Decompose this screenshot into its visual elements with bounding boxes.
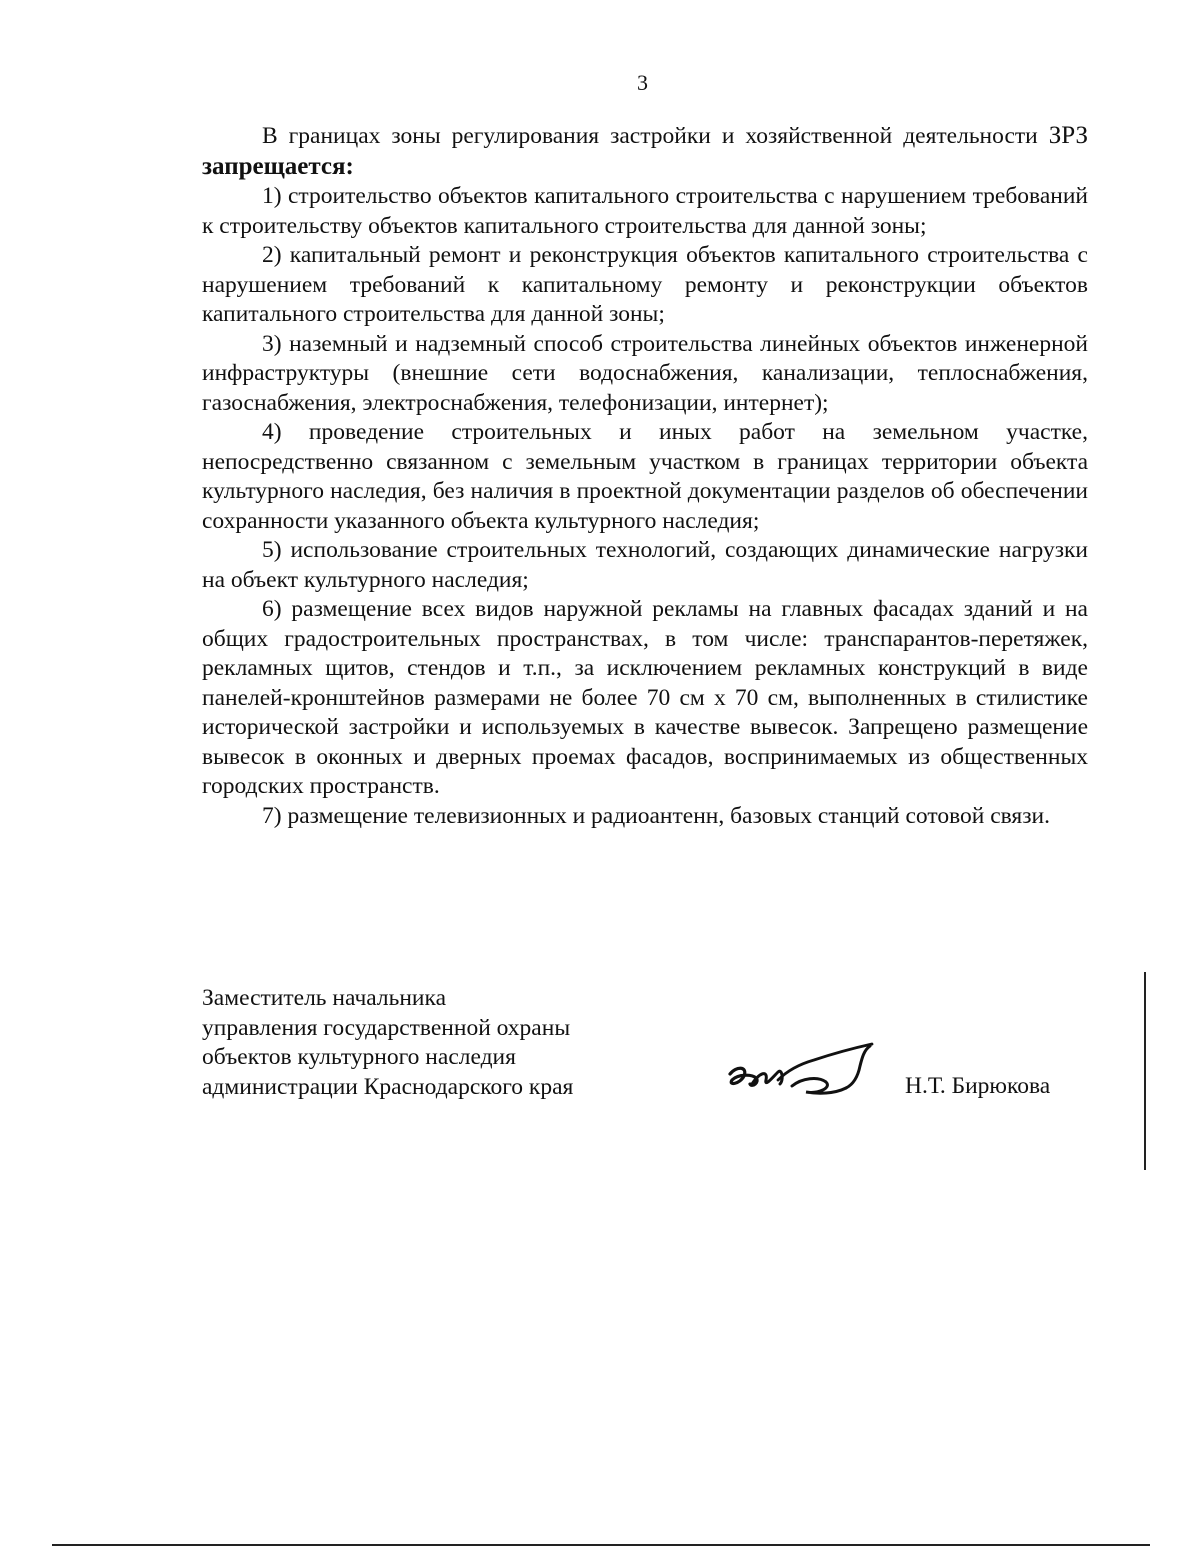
handwritten-signature	[722, 1030, 892, 1110]
prohibited-heading: запрещается:	[202, 152, 354, 180]
signer-name: Н.Т. Бирюкова	[905, 1073, 1051, 1099]
scan-edge-line	[1144, 972, 1146, 1170]
position-line: Заместитель начальника	[202, 985, 446, 1011]
position-line: управления государственной охраны	[202, 1014, 571, 1041]
signer-position	[202, 984, 573, 1102]
list-item: 6) размещение всех видов наружной рекламы на главных фасадах зданий и на общих градостроительных пространствах, в том числе: транспарантов-перетяжек, рекламных щитов, стендов и т.п., за исключением рекламных конструкций в виде панелей-кронштейнов размерами не более 70 см х 70 см, выполненных в стилистике исторической застройки и используемых в качестве вывесок. Запрещено размещение вывесок в оконных и дверных проемах фасадов, воспринимаемых из общественных городских пространств.	[202, 596, 1088, 799]
document-body	[202, 121, 1088, 831]
list-item: 4) проведение строительных и иных работ на земельном участке, непосредственно связанном с земельным участком в границах территории объекта культурного наследия, без наличия в проектной документации разделов об обеспечении сохранности указанного объекта культурного наследия;	[202, 419, 1088, 534]
zone-code: ЗРЗ	[1048, 122, 1088, 149]
intro-line1: В границах зоны регулирования застройки и хозяйственной деятельности	[262, 123, 1038, 149]
list-item: 1) строительство объектов капитального строительства с нарушением требований к строительству объектов капитального строительства для данной зоны;	[202, 183, 1088, 239]
bottom-divider	[52, 1544, 1150, 1546]
list-item: 7) размещение телевизионных и радиоантенн, базовых станций сотовой связи.	[262, 802, 1050, 829]
position-line: администрации Краснодарского края	[202, 1073, 574, 1100]
page-number: 3	[637, 70, 648, 95]
intro-paragraph	[202, 121, 1088, 182]
position-line: объектов культурного наследия	[202, 1044, 516, 1070]
list-item: 2) капитальный ремонт и реконструкция объектов капитального строительства с нарушением требований к капитальному ремонту и реконструкции объектов капитального строительства для данной зоны;	[202, 242, 1088, 327]
list-item: 3) наземный и надземный способ строительства линейных объектов инженерной инфраструктуры (внешние сети водоснабжения, канализации, теплоснабжения, газоснабжения, электроснабжения, телефонизации, интернет);	[202, 330, 1088, 416]
list-item: 5) использование строительных технологий, создающих динамические нагрузки на объект культурного наследия;	[202, 537, 1088, 593]
